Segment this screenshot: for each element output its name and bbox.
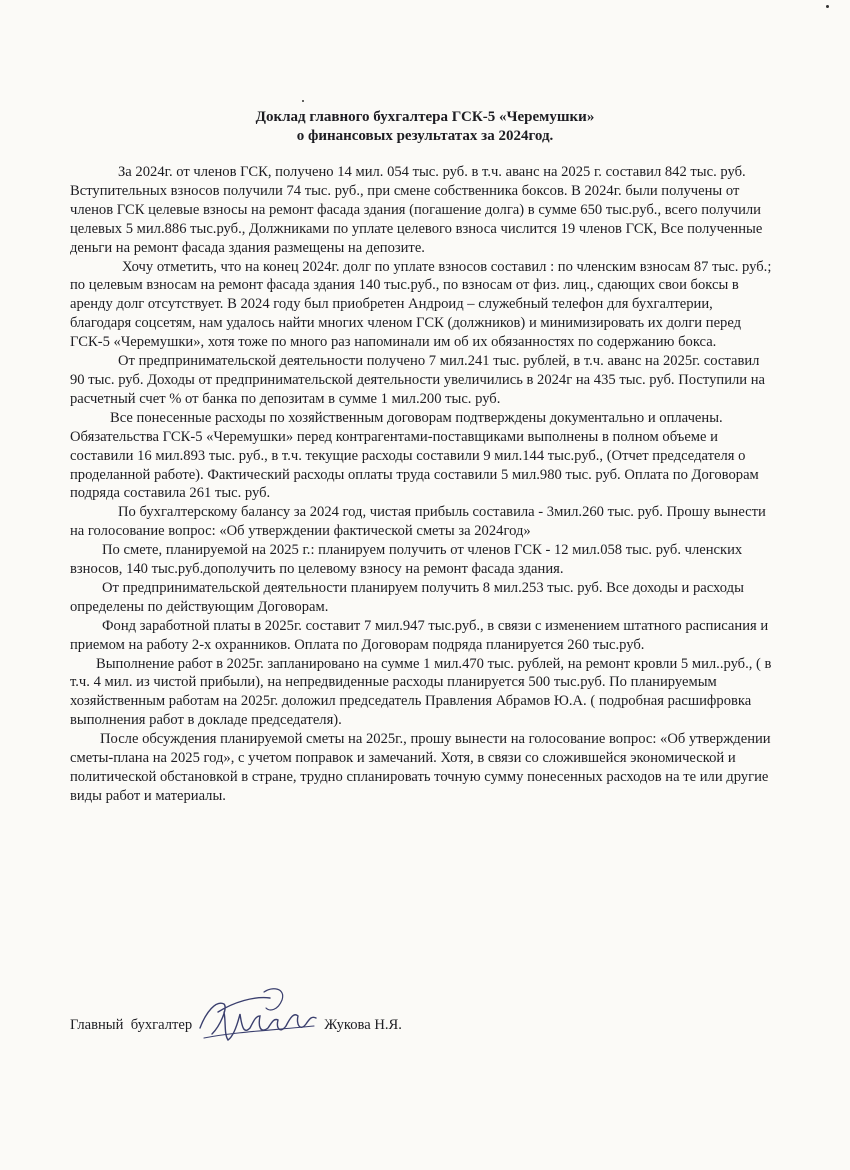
handwritten-signature bbox=[194, 982, 322, 1052]
title-line-2: о финансовых результатах за 2024год. bbox=[296, 128, 554, 144]
paragraph: От предпринимательской деятельности планируем получить 8 мил.253 тыс. руб. Все доходы и расходы определены по действующим Договорам. bbox=[70, 579, 744, 615]
paragraph: По смете, планируемой на 2025 г.: планируем получить от членов ГСК - 12 мил.058 тыс. руб. членских взносов, 140 тыс.руб.дополучить по целевому взносу на ремонт фасада здания. bbox=[70, 542, 743, 578]
paragraph: Хочу отметить, что на конец 2024г. долг по уплате взносов составил : по членским взносам 87 тыс. руб.; по целевым взносам на ремонт фасада здания 140 тыс.руб., по взносам от физ. лиц., сдающих свои боксы в аренду долг отсутствует. В 2024 году был приобретен Андроид – служебный телефон для бухгалтерии, благодаря соцсетям, нам удалось найти многих членом ГСК (должников) и минимизировать их долги перед ГСК-5 «Черемушки», хотя тоже по много раз напоминали им об их обязанностях по содержанию бокса. bbox=[70, 258, 772, 351]
title-line-1: Доклад главного бухгалтера ГСК-5 «Черемушки» bbox=[255, 109, 595, 125]
document-title bbox=[70, 108, 780, 146]
paragraph: От предпринимательской деятельности получено 7 мил.241 тыс. рублей, в т.ч. аванс на 2025г. составил 90 тыс. руб. Доходы от предпринимательской деятельности увеличились в 2024г на 435 тыс. руб. Поступили на расчетный счет % от банка по депозитам в сумме 1 мил.200 тыс. руб. bbox=[70, 353, 766, 407]
paragraph: Фонд заработной платы в 2025г. составит 7 мил.947 тыс.руб., в связи с изменением штатного расписания и приемом на работу 2-х охранников. Оплата по Договорам подряда планируется 260 тыс.руб. bbox=[70, 617, 769, 653]
paragraph: По бухгалтерскому балансу за 2024 год, чистая прибыль составила - 3мил.260 тыс. руб. Прошу вынести на голосование вопрос: «Об утверждении фактической сметы за 2024год» bbox=[70, 504, 766, 540]
paragraph: После обсуждения планируемой сметы на 2025г., прошу вынести на голосование вопрос: «Об утверждении сметы-плана на 2025 год», с учетом поправок и замечаний. Хотя, в связи со сложившейся экономической и политической обстановкой в стране, трудно спланировать точную сумму понесенных расходов на те или другие виды работ и материалы. bbox=[70, 731, 771, 804]
scan-speck bbox=[302, 100, 304, 102]
signature-row bbox=[70, 990, 770, 1060]
document-body bbox=[70, 163, 775, 806]
paragraph: Все понесенные расходы по хозяйственным договорам подтверждены документально и оплачены. Обязательства ГСК-5 «Черемушки» перед контрагентами-поставщиками выполнены в полном объеме и составили 16 мил.893 тыс. руб., в т.ч. текущие расходы составили 9 мил.144 тыс.руб., (Отчет председателя о проделанной работе). Фактический расходы оплаты труда составили 5 мил.980 тыс. руб. Оплата по Договорам подряда составила 261 тыс. руб. bbox=[70, 409, 759, 502]
signature-name: Жукова Н.Я. bbox=[324, 1016, 402, 1033]
paragraph: За 2024г. от членов ГСК, получено 14 мил. 054 тыс. руб. в т.ч. аванс на 2025 г. составил 842 тыс. руб. Вступительных взносов получили 74 тыс. руб., при смене собственника боксов. В 2024г. были получены от членов ГСК целевые взносы на ремонт фасада здания (погашение долга) в сумме 650 тыс.руб., всего получили целевых 5 мил.886 тыс.руб., Должниками по уплате целевого взноса числится 19 членов ГСК, Все полученные деньги на ремонт фасада здания размещены на депозите. bbox=[70, 164, 763, 256]
signature-label: Главный бухгалтер bbox=[70, 1016, 193, 1033]
scan-speck bbox=[826, 5, 829, 8]
paragraph: Выполнение работ в 2025г. запланировано на сумме 1 мил.470 тыс. рублей, на ремонт кровли 5 мил..руб., ( в т.ч. 4 мил. из чистой прибыли), на непредвиденные расходы планируется 500 тыс.руб. По планируемым хозяйственным работам на 2025г. доложил председатель Правления Абрамов Ю.А. ( подробная расшифровка выполнения работ в докладе председателя). bbox=[70, 655, 772, 729]
